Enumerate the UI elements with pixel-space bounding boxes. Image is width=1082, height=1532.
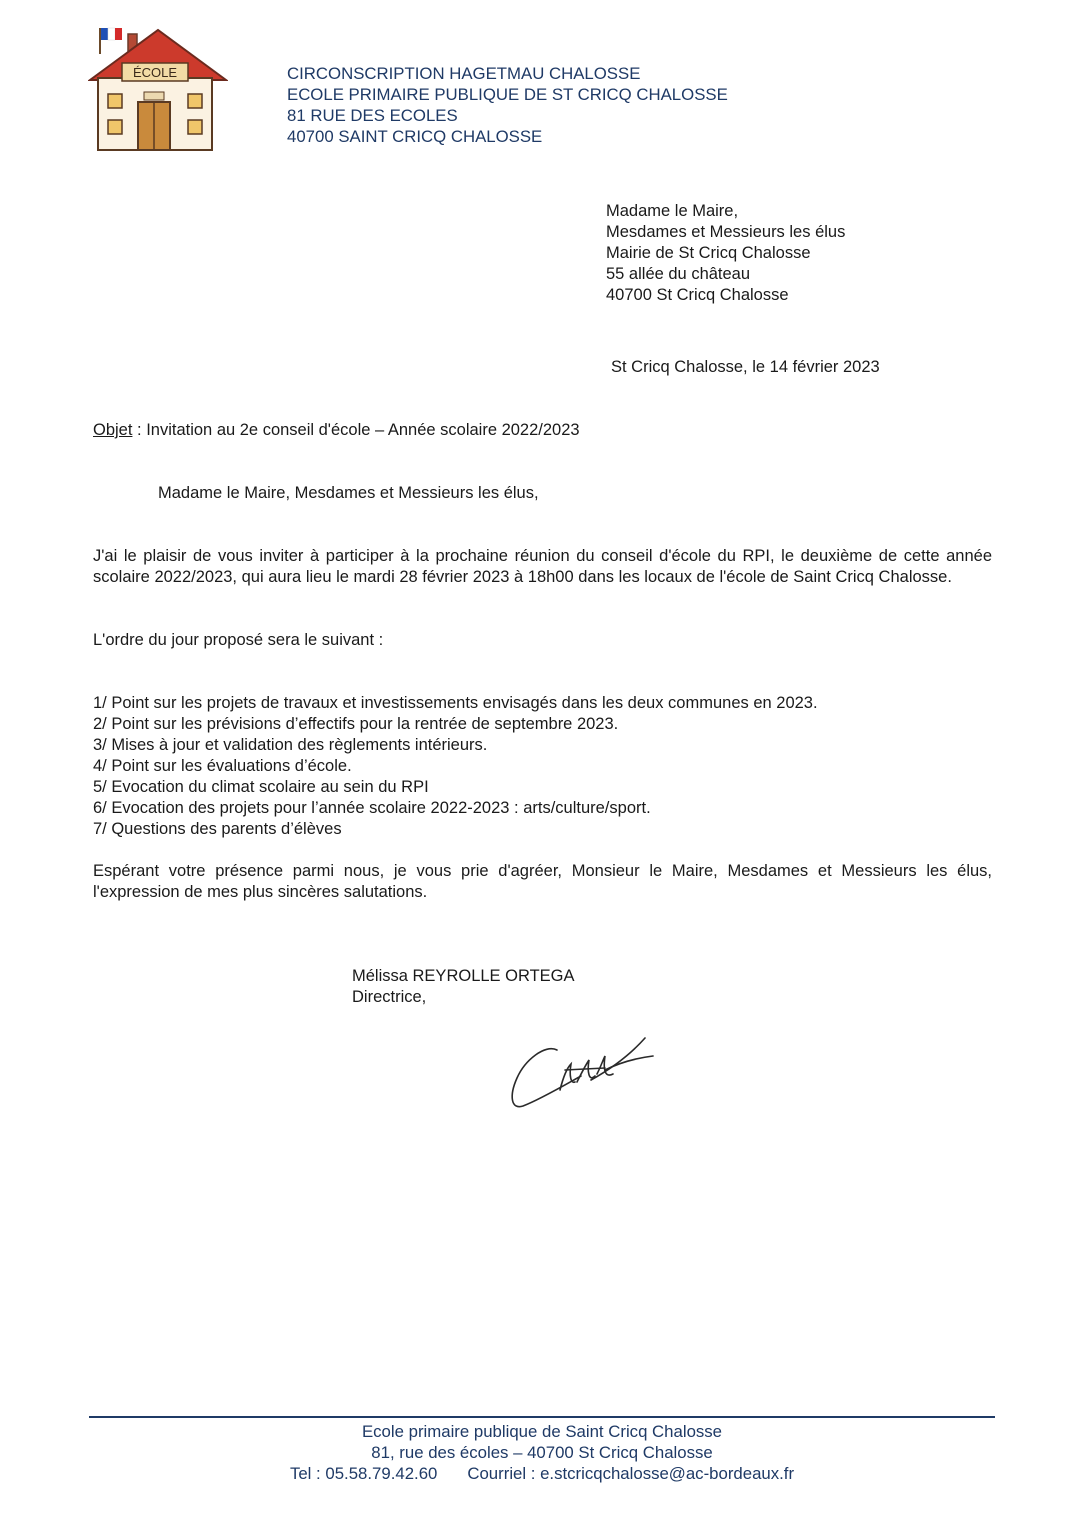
letterhead-line: 81 RUE DES ECOLES: [287, 106, 458, 125]
footer-address: 81, rue des écoles – 40700 St Cricq Chalosse: [371, 1443, 713, 1462]
letterhead-line: CIRCONSCRIPTION HAGETMAU CHALOSSE: [287, 64, 641, 83]
signatory-title: Directrice,: [352, 988, 427, 1006]
recipient-address: [606, 201, 845, 306]
closing-paragraph: Espérant votre présence parmi nous, je vous prie d'agréer, Monsieur le Maire, Mesdames et Messieurs les élus, l'expression de mes plus sincères salutations.: [93, 862, 992, 901]
salutation: Madame le Maire, Mesdames et Messieurs les élus,: [158, 484, 539, 502]
footer-divider: [89, 1416, 995, 1418]
footer-school-name: Ecole primaire publique de Saint Cricq Chalosse: [361, 1422, 723, 1441]
logo-sign-text: ÉCOLE: [132, 65, 178, 80]
agenda-item: 5/ Evocation du climat scolaire au sein du RPI: [93, 778, 429, 796]
date-line: St Cricq Chalosse, le 14 février 2023: [611, 358, 880, 376]
signatory-name: Mélissa REYROLLE ORTEGA: [352, 967, 575, 985]
footer-phone: Tel : 05.58.79.42.60: [289, 1464, 438, 1483]
footer-email[interactable]: Courriel : e.stcricqchalosse@ac-bordeaux.fr: [467, 1464, 795, 1483]
signatory-block: [352, 966, 575, 1008]
recipient-line: Mesdames et Messieurs les élus: [606, 223, 846, 241]
recipient-line: 55 allée du château: [606, 265, 751, 283]
handwritten-signature: [505, 1030, 655, 1115]
school-logo: [88, 24, 228, 154]
recipient-line: 40700 St Cricq Chalosse: [606, 286, 789, 304]
agenda-item: 2/ Point sur les prévisions d’effectifs pour la rentrée de septembre 2023.: [93, 715, 619, 733]
letterhead: [287, 63, 728, 147]
agenda-list: [93, 693, 818, 840]
agenda-intro: L'ordre du jour proposé sera le suivant :: [93, 631, 384, 649]
agenda-item: 6/ Evocation des projets pour l’année scolaire 2022-2023 : arts/culture/sport.: [93, 799, 651, 817]
letterhead-line: 40700 SAINT CRICQ CHALOSSE: [287, 127, 543, 146]
subject-label: Objet: [93, 421, 133, 439]
agenda-item: 4/ Point sur les évaluations d’école.: [93, 757, 352, 775]
invitation-paragraph: J'ai le plaisir de vous inviter à participer à la prochaine réunion du conseil d'école du RPI, le deuxième de cette année scolaire 2022/2023, qui aura lieu le mardi 28 février 2023 à 18h00 dans les locaux de l'école de Saint Cricq Chalosse.: [93, 547, 992, 586]
letterhead-line: ECOLE PRIMAIRE PUBLIQUE DE ST CRICQ CHALOSSE: [287, 85, 728, 104]
subject-line: [93, 420, 580, 441]
footer: [89, 1421, 995, 1484]
agenda-item: 3/ Mises à jour et validation des règlements intérieurs.: [93, 736, 488, 754]
recipient-line: Mairie de St Cricq Chalosse: [606, 244, 811, 262]
recipient-line: Madame le Maire,: [606, 202, 739, 220]
footer-contact: [89, 1463, 995, 1484]
subject-text: : Invitation au 2e conseil d'école – Année scolaire 2022/2023: [132, 421, 580, 439]
agenda-item: 1/ Point sur les projets de travaux et investissements envisagés dans les deux communes en 2023.: [93, 694, 818, 712]
agenda-item: 7/ Questions des parents d’élèves: [93, 820, 342, 838]
